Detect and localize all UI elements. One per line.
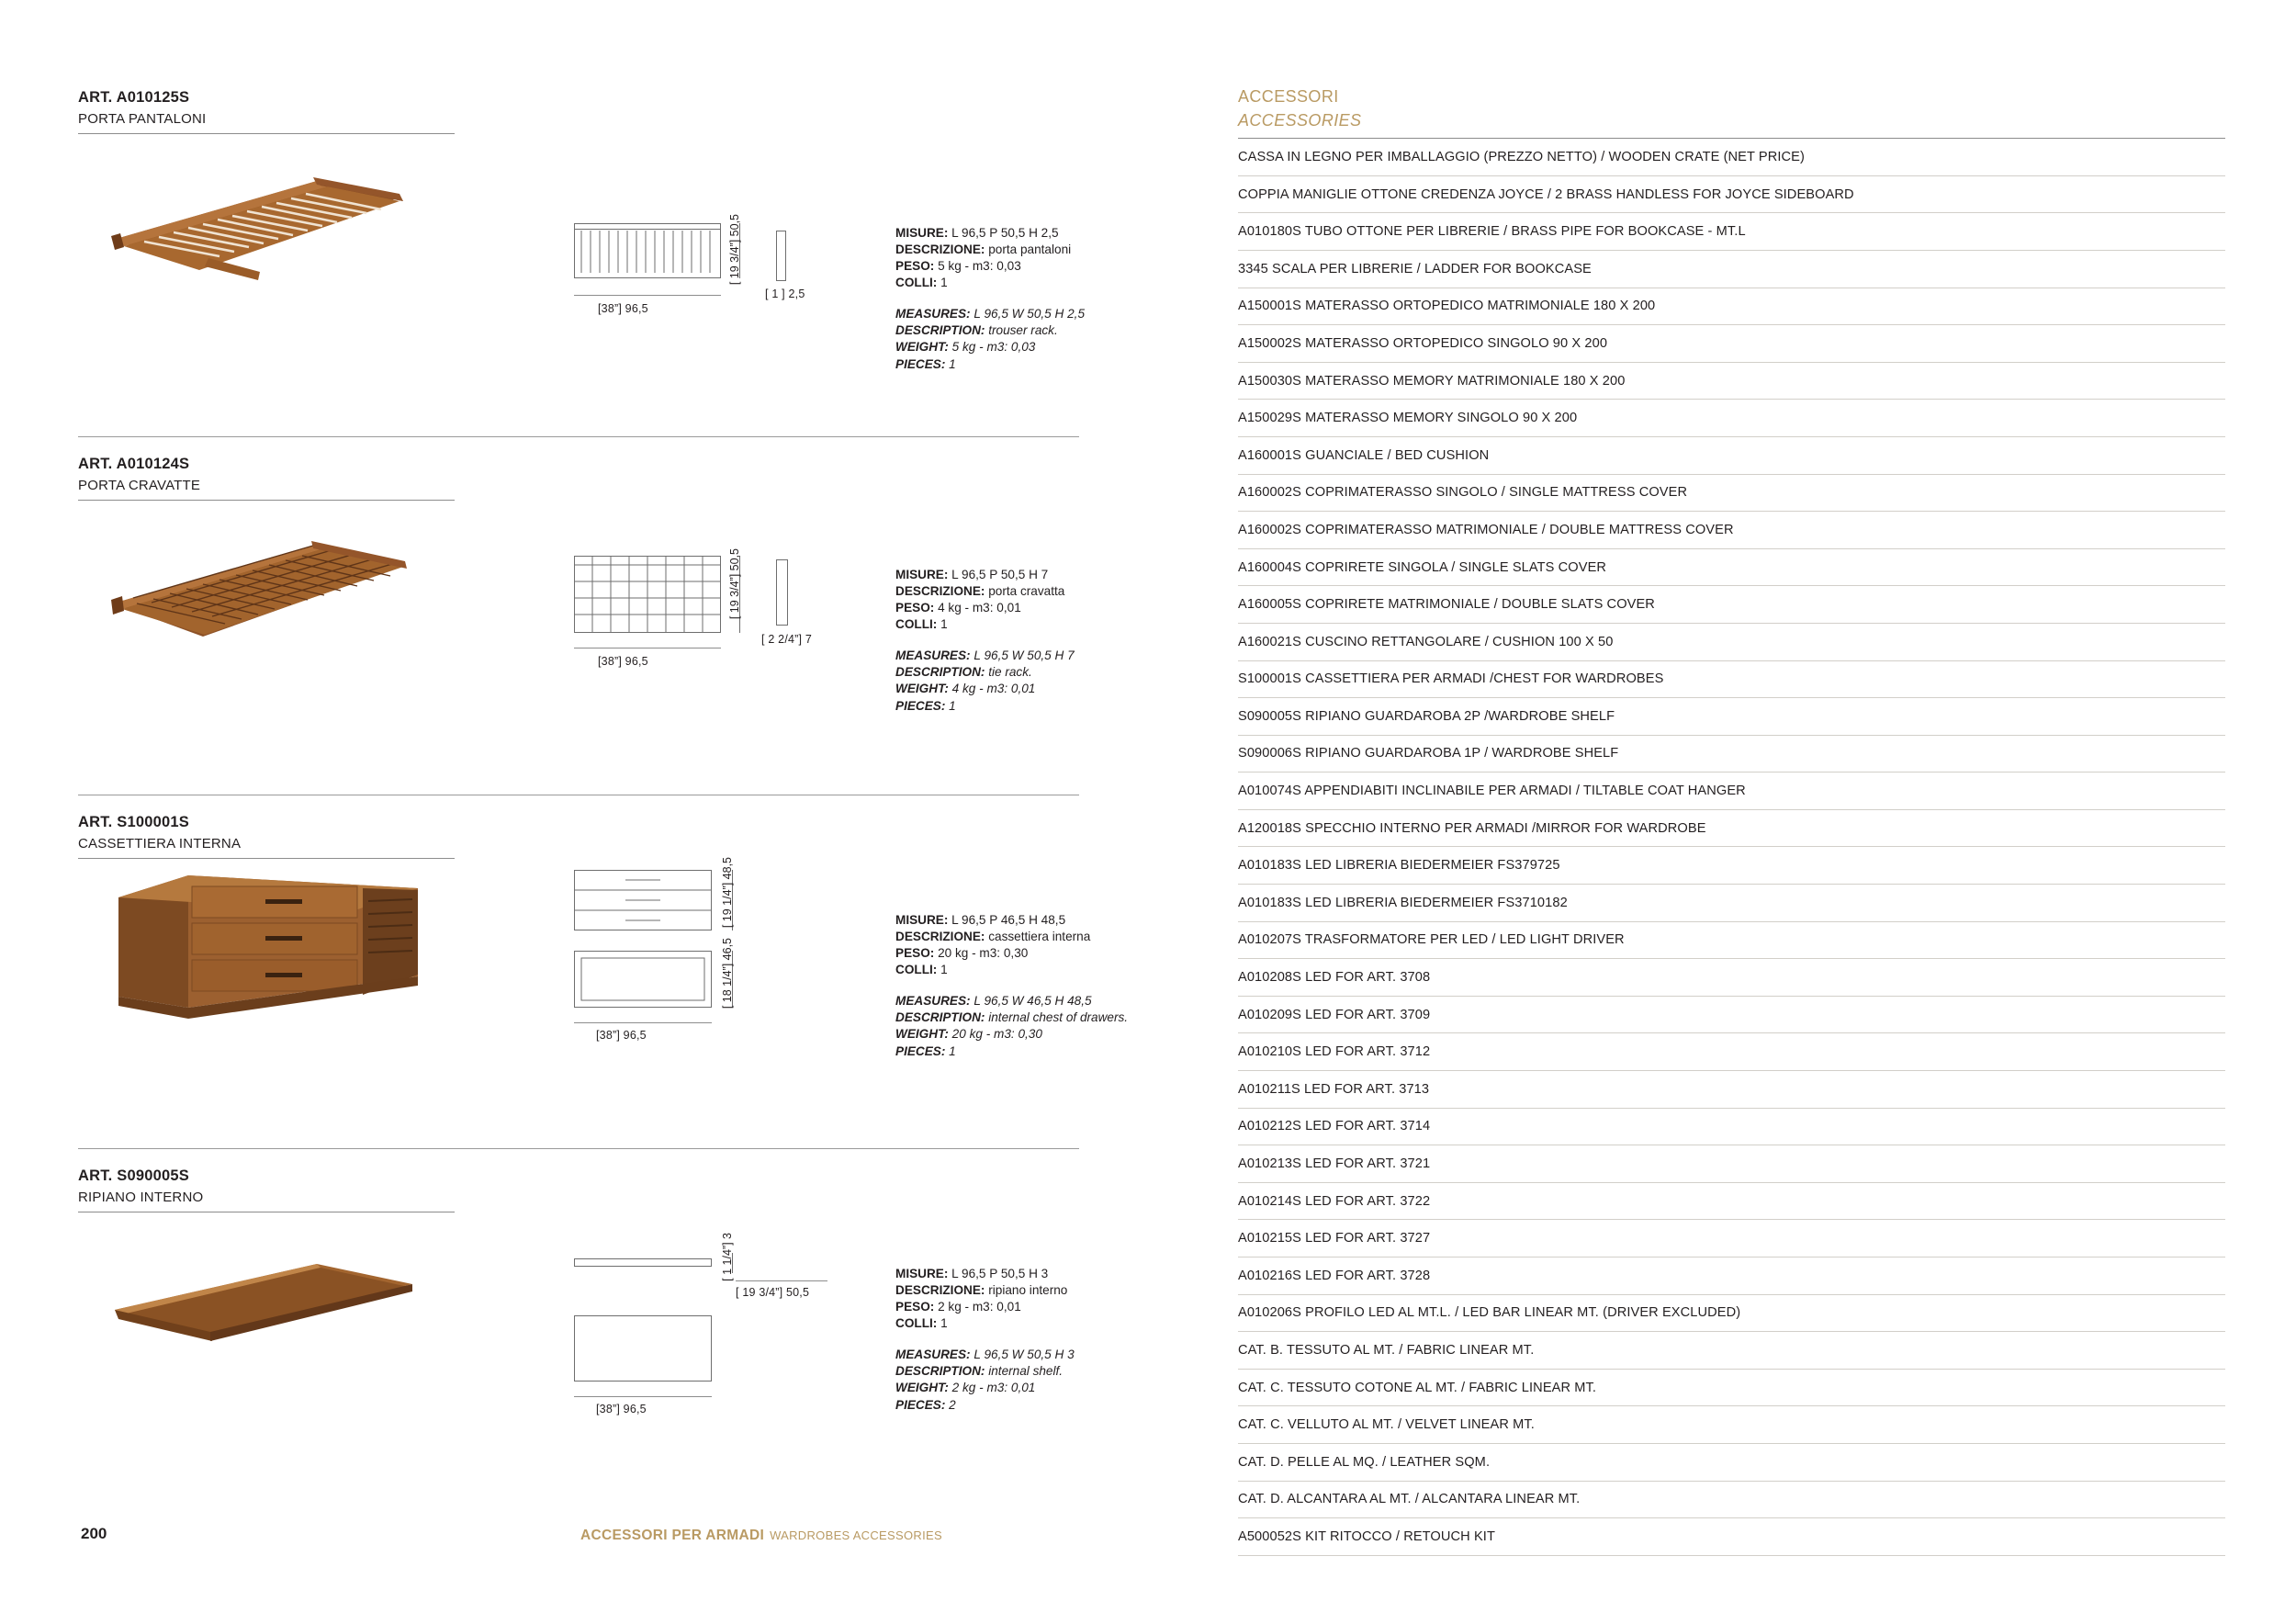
- accessory-label: A010208S LED FOR ART. 3708: [1238, 970, 1431, 986]
- spec-peso-value: 4 kg - m3: 0,01: [934, 601, 1021, 615]
- list-item: [1238, 810, 2225, 848]
- accessory-label: A160001S GUANCIALE / BED CUSHION: [1238, 447, 1490, 463]
- spec-misure-value: L 96,5 P 50,5 H 7: [948, 568, 1049, 581]
- list-item: [1238, 363, 2225, 400]
- spec-measures-label: MEASURES:: [895, 307, 971, 321]
- spec-colli-value: 1: [937, 1316, 948, 1331]
- spec-descrizione-value: ripiano interno: [985, 1283, 1068, 1298]
- spec-peso-label: PESO:: [895, 1300, 935, 1314]
- spec-weight-value: 20 kg - m3: 0,30: [948, 1027, 1042, 1042]
- spec-description-label: DESCRIPTION:: [895, 323, 985, 338]
- list-item: [1238, 1406, 2225, 1444]
- spec-measures-label: MEASURES:: [895, 648, 971, 663]
- dim-width-label: [38”] 96,5: [596, 1403, 647, 1415]
- list-item: [1238, 885, 2225, 922]
- spec-colli-label: COLLI:: [895, 963, 938, 977]
- list-item: [1238, 847, 2225, 885]
- spec-peso-label: PESO:: [895, 601, 935, 615]
- accessory-label: A010214S LED FOR ART. 3722: [1238, 1193, 1431, 1209]
- accessory-label: A150029S MATERASSO MEMORY SINGOLO 90 X 200: [1238, 411, 1578, 426]
- accessory-label: CAT. C. VELLUTO AL MT. / VELVET LINEAR MT.: [1238, 1417, 1535, 1433]
- accessory-label: A160002S COPRIMATERASSO MATRIMONIALE / DOUBLE MATTRESS COVER: [1238, 522, 1734, 537]
- accessory-label: CAT. B. TESSUTO AL MT. / FABRIC LINEAR MT.: [1238, 1342, 1535, 1358]
- dim-depth-label: [ 19 1/4”] 48,5: [721, 857, 734, 929]
- product-block-cassettiera-interna: [78, 795, 1129, 1148]
- dim-height-label: [ 2 2/4”] 7: [761, 633, 813, 646]
- list-item: [1238, 1482, 2225, 1519]
- spec-pieces-value: 1: [945, 1043, 956, 1058]
- spec-measures-value: L 96,5 W 50,5 H 2,5: [970, 307, 1086, 321]
- spec-colli-value: 1: [937, 963, 948, 977]
- list-item: [1238, 1332, 2225, 1370]
- accessory-label: A010215S LED FOR ART. 3727: [1238, 1231, 1431, 1246]
- spec-descrizione-label: DESCRIZIONE:: [895, 242, 985, 257]
- list-item: [1238, 959, 2225, 997]
- accessory-label: A160004S COPRIRETE SINGOLA / SINGLE SLATS COVER: [1238, 559, 1607, 575]
- dim-height-label: [ 1 1/4”] 3: [721, 1233, 734, 1281]
- product-photo-porta-pantaloni: [96, 141, 409, 288]
- dim-depth-label: [ 19 3/4”] 50,5: [728, 548, 741, 620]
- list-item: [1238, 773, 2225, 810]
- spec-description-label: DESCRIPTION:: [895, 1364, 985, 1379]
- footer-caption-en: WARDROBES ACCESSORIES: [770, 1528, 942, 1542]
- list-item: [1238, 698, 2225, 736]
- spec-measures-value: L 96,5 W 46,5 H 48,5: [970, 994, 1092, 1009]
- accessory-label: S090006S RIPIANO GUARDAROBA 1P / WARDROBE SHELF: [1238, 746, 1619, 761]
- list-item: [1238, 400, 2225, 437]
- spec-pieces-value: 2: [945, 1397, 956, 1412]
- spec-measures-label: MEASURES:: [895, 994, 971, 1009]
- list-item: [1238, 176, 2225, 214]
- accessory-label: A010180S TUBO OTTONE PER LIBRERIE / BRASS PIPE FOR BOOKCASE - MT.L: [1238, 224, 1746, 240]
- spec-misure-label: MISURE:: [895, 913, 949, 927]
- list-item: [1238, 1109, 2225, 1146]
- spec-measures-label: MEASURES:: [895, 1348, 971, 1362]
- spec-colli-value: 1: [937, 617, 948, 632]
- spec-weight-label: WEIGHT:: [895, 1027, 949, 1042]
- spec-pieces-label: PIECES:: [895, 1043, 946, 1058]
- list-item: [1238, 661, 2225, 699]
- list-item: [1238, 1145, 2225, 1183]
- spec-descrizione-label: DESCRIZIONE:: [895, 1283, 985, 1298]
- spec-weight-label: WEIGHT:: [895, 682, 949, 696]
- product-photo-porta-cravatte: [96, 508, 418, 655]
- spec-misure-label: MISURE:: [895, 1267, 949, 1280]
- accessory-label: CAT. D. PELLE AL MQ. / LEATHER SQM.: [1238, 1454, 1491, 1470]
- accessory-label: A010074S APPENDIABITI INCLINABILE PER ARMADI / TILTABLE COAT HANGER: [1238, 784, 1746, 799]
- accessory-label: A010183S LED LIBRERIA BIEDERMEIER FS3710182: [1238, 895, 1568, 910]
- spec-description-value: trouser rack.: [985, 323, 1058, 338]
- accessory-label: A010183S LED LIBRERIA BIEDERMEIER FS379725: [1238, 858, 1560, 874]
- accessory-label: A160021S CUSCINO RETTANGOLARE / CUSHION 100 X 50: [1238, 634, 1614, 649]
- list-item: [1238, 1033, 2225, 1071]
- dim-height-label: [ 18 1/4”] 46,5: [721, 938, 734, 1009]
- list-item: [1238, 437, 2225, 475]
- spec-measures-value: L 96,5 W 50,5 H 7: [970, 648, 1075, 663]
- spec-misure-value: L 96,5 P 50,5 H 3: [948, 1267, 1049, 1280]
- spec-measures-value: L 96,5 W 50,5 H 3: [970, 1348, 1075, 1362]
- product-name: CASSETTIERA INTERNA: [78, 835, 242, 851]
- list-item: [1238, 1183, 2225, 1221]
- spec-peso-value: 5 kg - m3: 0,03: [934, 259, 1021, 274]
- product-block-ripiano-interno: [78, 1148, 1088, 1516]
- list-item: [1238, 1370, 2225, 1407]
- accessories-list: [1238, 139, 2225, 1556]
- spec-pieces-value: 1: [945, 698, 956, 713]
- spec-descrizione-label: DESCRIZIONE:: [895, 584, 985, 599]
- list-item: [1238, 922, 2225, 960]
- list-item: [1238, 325, 2225, 363]
- spec-colli-label: COLLI:: [895, 276, 938, 290]
- list-item: [1238, 586, 2225, 624]
- list-item: [1238, 512, 2225, 549]
- list-item: [1238, 213, 2225, 251]
- accessory-label: A150002S MATERASSO ORTOPEDICO SINGOLO 90 X 200: [1238, 335, 1608, 351]
- accessory-label: CAT. D. ALCANTARA AL MT. / ALCANTARA LINEAR MT.: [1238, 1492, 1581, 1507]
- accessory-label: COPPIA MANIGLIE OTTONE CREDENZA JOYCE / 2 BRASS HANDLESS FOR JOYCE SIDEBOARD: [1238, 186, 1854, 202]
- list-item: [1238, 549, 2225, 587]
- accessory-label: A150001S MATERASSO ORTOPEDICO MATRIMONIALE 180 X 200: [1238, 299, 1656, 314]
- spec-description-label: DESCRIPTION:: [895, 1010, 985, 1025]
- spec-misure-label: MISURE:: [895, 226, 949, 240]
- product-photo-ripiano-interno: [96, 1240, 427, 1359]
- accessory-label: A160005S COPRIRETE MATRIMONIALE / DOUBLE SLATS COVER: [1238, 597, 1655, 613]
- list-item: [1238, 1295, 2225, 1333]
- list-item: [1238, 251, 2225, 288]
- product-art-code: ART. A010125S: [78, 89, 190, 106]
- product-art-code: ART. A010124S: [78, 456, 190, 472]
- spec-description-value: tie rack.: [985, 665, 1032, 680]
- spec-weight-value: 5 kg - m3: 0,03: [948, 340, 1036, 355]
- accessory-label: A500052S KIT RITOCCO / RETOUCH KIT: [1238, 1528, 1495, 1544]
- accessory-label: A010216S LED FOR ART. 3728: [1238, 1268, 1431, 1283]
- spec-peso-value: 2 kg - m3: 0,01: [934, 1300, 1021, 1314]
- dim-width-label: [38”] 96,5: [598, 302, 648, 315]
- accessory-label: A120018S SPECCHIO INTERNO PER ARMADI /MIRROR FOR WARDROBE: [1238, 820, 1706, 836]
- footer-caption: [580, 1528, 942, 1544]
- list-item: [1238, 1257, 2225, 1295]
- spec-weight-value: 4 kg - m3: 0,01: [948, 682, 1036, 696]
- specs-ripiano-interno: [895, 1266, 1199, 1414]
- spec-misure-value: L 96,5 P 50,5 H 2,5: [948, 226, 1059, 240]
- spec-misure-label: MISURE:: [895, 568, 949, 581]
- accessory-label: S090005S RIPIANO GUARDAROBA 2P /WARDROBE SHELF: [1238, 708, 1615, 724]
- product-art-code: ART. S090005S: [78, 1167, 189, 1184]
- list-item: [1238, 139, 2225, 176]
- list-item: [1238, 997, 2225, 1034]
- accessory-label: 3345 SCALA PER LIBRERIE / LADDER FOR BOOKCASE: [1238, 261, 1592, 276]
- list-item: [1238, 624, 2225, 661]
- product-name: PORTA PANTALONI: [78, 110, 207, 127]
- spec-descrizione-value: porta pantaloni: [985, 242, 1072, 257]
- list-item: [1238, 475, 2225, 513]
- product-photo-cassettiera-interna: [96, 857, 427, 1032]
- accessory-label: CASSA IN LEGNO PER IMBALLAGGIO (PREZZO NETTO) / WOODEN CRATE (NET PRICE): [1238, 149, 1805, 164]
- tech-drawing-porta-cravatte: [556, 501, 868, 684]
- product-name: PORTA CRAVATTE: [78, 477, 201, 493]
- dim-depth-label: [ 19 3/4”] 50,5: [728, 214, 741, 286]
- list-item: [1238, 1071, 2225, 1109]
- accessory-label: A010207S TRASFORMATORE PER LED / LED LIGHT DRIVER: [1238, 932, 1625, 948]
- spec-colli-value: 1: [937, 276, 948, 290]
- spec-pieces-label: PIECES:: [895, 356, 946, 371]
- tech-drawing-cassettiera-interna: [556, 851, 868, 1063]
- dim-depth-label: [ 19 3/4”] 50,5: [736, 1286, 810, 1299]
- product-art-code: ART. S100001S: [78, 814, 189, 830]
- accessory-label: A150030S MATERASSO MEMORY MATRIMONIALE 180 X 200: [1238, 373, 1626, 389]
- accessories-title-en: ACCESSORIES: [1238, 111, 1362, 130]
- list-item: [1238, 1444, 2225, 1482]
- accessory-label: A010213S LED FOR ART. 3721: [1238, 1156, 1431, 1172]
- list-item: [1238, 1518, 2225, 1556]
- spec-colli-label: COLLI:: [895, 1316, 938, 1331]
- spec-misure-value: L 96,5 P 46,5 H 48,5: [948, 913, 1066, 927]
- spec-weight-label: WEIGHT:: [895, 340, 949, 355]
- spec-peso-label: PESO:: [895, 946, 935, 961]
- accessory-label: A160002S COPRIMATERASSO SINGOLO / SINGLE MATTRESS COVER: [1238, 485, 1688, 501]
- accessory-label: A010211S LED FOR ART. 3713: [1238, 1081, 1430, 1097]
- spec-peso-value: 20 kg - m3: 0,30: [934, 946, 1029, 961]
- list-item: [1238, 288, 2225, 326]
- spec-peso-label: PESO:: [895, 259, 935, 274]
- footer-caption-it: ACCESSORI PER ARMADI: [580, 1528, 765, 1543]
- spec-weight-label: WEIGHT:: [895, 1381, 949, 1395]
- accessory-label: A010210S LED FOR ART. 3712: [1238, 1044, 1431, 1060]
- accessory-label: A010206S PROFILO LED AL MT.L. / LED BAR LINEAR MT. (DRIVER EXCLUDED): [1238, 1305, 1741, 1321]
- accessories-column: [1238, 85, 2225, 1556]
- specs-cassettiera-interna: [895, 912, 1199, 1060]
- spec-descrizione-label: DESCRIZIONE:: [895, 930, 985, 944]
- spec-colli-label: COLLI:: [895, 617, 938, 632]
- product-divider: [78, 436, 1079, 437]
- product-block-porta-cravatte: [78, 436, 1088, 795]
- tech-drawing-ripiano-interno: [556, 1222, 868, 1424]
- spec-descrizione-value: porta cravatta: [985, 584, 1065, 599]
- accessory-label: CAT. C. TESSUTO COTONE AL MT. / FABRIC LINEAR MT.: [1238, 1380, 1597, 1395]
- product-divider: [78, 1148, 1079, 1149]
- dim-width-label: [38”] 96,5: [598, 655, 648, 668]
- header-divider: [78, 500, 455, 501]
- accessory-label: A010212S LED FOR ART. 3714: [1238, 1119, 1431, 1134]
- header-divider: [78, 133, 455, 134]
- specs-porta-pantaloni: [895, 225, 1199, 373]
- spec-description-value: internal shelf.: [985, 1364, 1064, 1379]
- spec-description-value: internal chest of drawers.: [985, 1010, 1129, 1025]
- specs-porta-cravatte: [895, 567, 1199, 715]
- accessory-label: S100001S CASSETTIERA PER ARMADI /CHEST FOR WARDROBES: [1238, 671, 1664, 687]
- accessories-title-it: ACCESSORI: [1238, 87, 1339, 106]
- list-item: [1238, 1220, 2225, 1257]
- spec-weight-value: 2 kg - m3: 0,01: [948, 1381, 1036, 1395]
- page-number: 200: [81, 1525, 107, 1542]
- product-name: RIPIANO INTERNO: [78, 1189, 204, 1205]
- spec-pieces-label: PIECES:: [895, 698, 946, 713]
- list-item: [1238, 736, 2225, 773]
- tech-drawing-porta-pantaloni: [556, 141, 868, 324]
- dim-height-label: [ 1 ] 2,5: [765, 288, 805, 300]
- product-block-porta-pantaloni: [78, 87, 1088, 436]
- dim-width-label: [38”] 96,5: [596, 1029, 647, 1042]
- accessory-label: A010209S LED FOR ART. 3709: [1238, 1007, 1431, 1022]
- spec-descrizione-value: cassettiera interna: [985, 930, 1091, 944]
- spec-pieces-label: PIECES:: [895, 1397, 946, 1412]
- spec-description-label: DESCRIPTION:: [895, 665, 985, 680]
- spec-pieces-value: 1: [945, 356, 956, 371]
